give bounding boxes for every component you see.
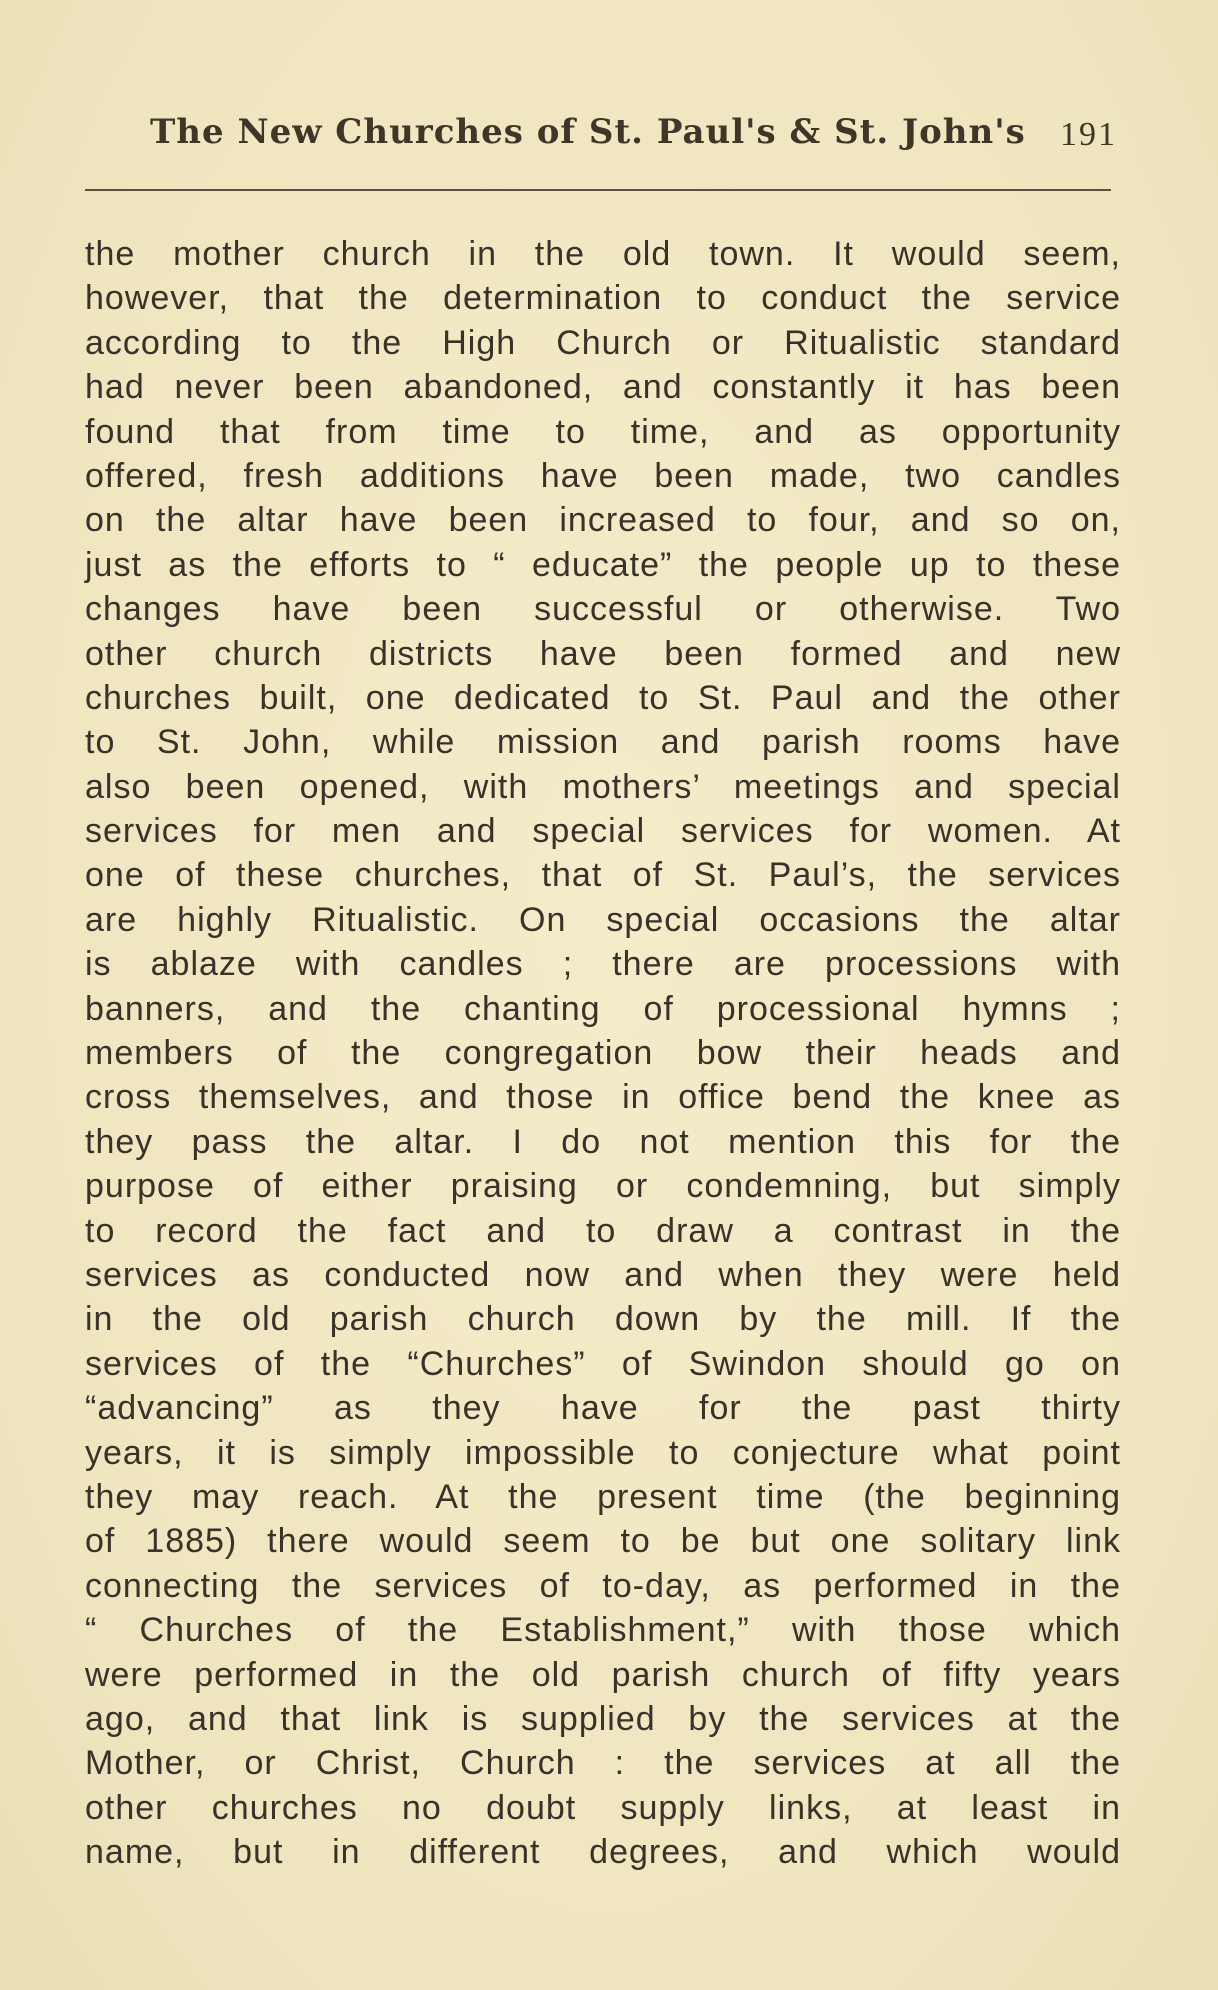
text-line: just as the efforts to “ educate” the people up to these: [85, 545, 1121, 584]
text-line: they may reach. At the present time (the beginning: [85, 1477, 1121, 1516]
body-text: [85, 232, 1121, 1874]
text-line: churches built, one dedicated to St. Paul and the other: [85, 678, 1121, 717]
text-line: other churches no doubt supply links, at least in: [85, 1788, 1121, 1827]
text-line: also been opened, with mothers’ meetings and special: [85, 767, 1121, 806]
text-line: cross themselves, and those in office bend the knee as: [85, 1078, 1121, 1117]
text-line: services as conducted now and when they were held: [85, 1255, 1121, 1294]
text-line: are highly Ritualistic. On special occasions the altar: [85, 900, 1121, 939]
text-line: one of these churches, that of St. Paul’s, the services: [85, 856, 1121, 895]
text-line: services of the “Churches” of Swindon should go on: [85, 1344, 1121, 1383]
text-line: they pass the altar. I do not mention this for the: [85, 1122, 1121, 1161]
text-line: offered, fresh additions have been made, two candles: [85, 456, 1121, 495]
text-line: however, that the determination to conduct the service: [85, 279, 1121, 318]
text-line: ago, and that link is supplied by the services at the: [85, 1699, 1121, 1738]
text-line: had never been abandoned, and constantly it has been: [85, 368, 1121, 407]
text-line: on the altar have been increased to four, and so on,: [85, 501, 1121, 540]
header-rule: [85, 189, 1111, 191]
text-line: name, but in different degrees, and which would: [85, 1833, 1121, 1872]
text-line: purpose of either praising or condemning, but simply: [85, 1167, 1121, 1206]
text-line: is ablaze with candles ; there are processions with: [85, 945, 1121, 984]
text-line: changes have been successful or otherwise. Two: [85, 590, 1121, 629]
text-line: the mother church in the old town. It would seem,: [85, 235, 1121, 273]
text-line: found that from time to time, and as opportunity: [85, 412, 1121, 451]
text-line: of 1885) there would seem to be but one solitary link: [85, 1522, 1121, 1561]
text-line: were performed in the old parish church of fifty years: [85, 1655, 1121, 1694]
text-line: to record the fact and to draw a contrast in the: [85, 1211, 1121, 1250]
text-line: Mother, or Christ, Church : the services at all the: [85, 1744, 1121, 1783]
text-line: according to the High Church or Ritualistic standard: [85, 323, 1121, 362]
running-head: [85, 112, 1117, 172]
text-line: connecting the services of to-day, as performed in the: [85, 1566, 1121, 1605]
page-number: 191: [1060, 116, 1117, 153]
text-line: members of the congregation bow their heads and: [85, 1034, 1121, 1073]
text-line: “advancing” as they have for the past thirty: [85, 1389, 1121, 1428]
running-title: The New Churches of St. Paul's & St. John's: [150, 112, 1026, 152]
text-line: other church districts have been formed and new: [85, 634, 1121, 673]
text-line: years, it is simply impossible to conjecture what point: [85, 1433, 1121, 1472]
text-line: “ Churches of the Establishment,” with those which: [85, 1611, 1121, 1650]
text-line: in the old parish church down by the mill. If the: [85, 1300, 1121, 1339]
text-line: banners, and the chanting of processional hymns ;: [85, 989, 1121, 1028]
text-line: to St. John, while mission and parish rooms have: [85, 723, 1121, 762]
text-line: services for men and special services for women. At: [85, 812, 1121, 851]
